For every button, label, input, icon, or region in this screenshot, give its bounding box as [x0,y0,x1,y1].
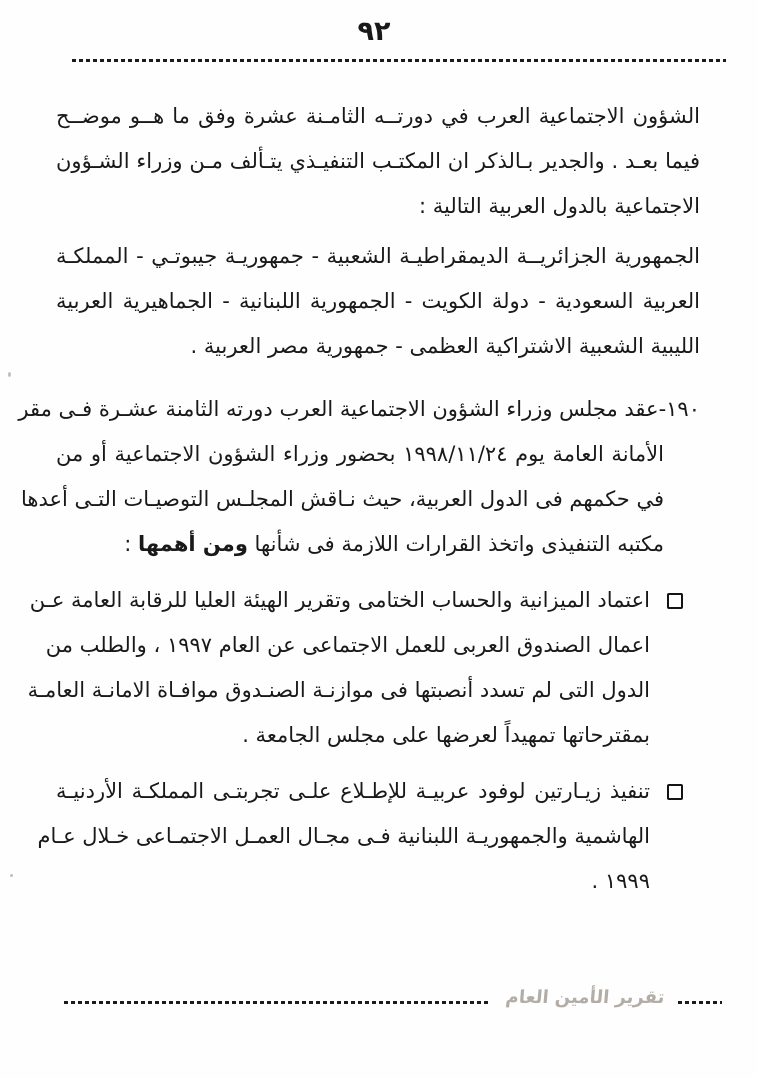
text-line: اعتماد الميزانية والحساب الختامى وتقرير الهيئة العليا للرقابة العامة عـن [29,588,650,612]
item-190-lines [18,387,700,522]
text-line: الدول التى لم تسدد أنصبتها فى موازنـة الصنـدوق موافـاة الامانـة العامـة [27,678,650,702]
text-line: الأمانة العامة يوم ١٩٩٨/١١/٢٤ بحضور وزراء الشؤون الاجتماعية أو من [56,442,664,466]
bullet-lines [37,769,650,904]
scan-speck [10,874,13,877]
bullet-square-icon [667,593,683,609]
paragraph-countries [56,234,700,369]
text-line: الليبية الشعبية الاشتراكية العظمى - جمهورية مصر العربية . [190,334,700,358]
header-rule [72,59,726,62]
text-line: الهاشمية والجمهوريـة اللبنانية فـى مجـال العمـل الاجتمـاعى خـلال عـام [37,824,650,848]
paragraph-intro [56,94,700,229]
item-190-last-bold: ومن أهمها [138,532,248,556]
text-line: تنفيذ زيـارتين لوفود عربيـة للإطـلاع علـى تجربتـى المملكـة الأردنيـة [56,779,650,803]
text-line: في حكمهم فى الدول العربية، حيث نـاقش المجلـس التوصيـات التـى أعدها [21,487,664,511]
bullet-item-visits [37,769,700,904]
footer-rule-left [64,1001,490,1004]
page-content [18,94,700,904]
text-line [56,522,664,567]
text-line: اعمال الصندوق العربى للعمل الاجتماعى عن العام ١٩٩٧ ، والطلب من [45,633,650,657]
bullet-item-budget [27,578,700,758]
item-190-last-tail: : [124,532,139,556]
text-line: ١٩٩٩ . [591,869,650,893]
text-line: ١٩٠-عقد مجلس وزراء الشؤون الاجتماعية العرب دورته الثامنة عشـرة فـى مقر [18,397,700,421]
item-190-last-normal: مكتبه التنفيذى واتخذ القرارات اللازمة فى شأنها [247,532,664,556]
text-line: الشؤون الاجتماعية العرب في دورتــه الثامـنة عشرة وفق ما هــو موضــح [56,104,700,128]
text-line: الجمهورية الجزائريــة الديمقراطيـة الشعبية - جمهوريـة جيبوتـي - المملكـة [56,244,700,268]
paragraph-item-190 [18,387,700,567]
text-line: بمقترحاتها تمهيداً لعرضها على مجلس الجامعة . [242,723,650,747]
bullet-lines [27,578,650,758]
text-line: فيما بعـد . والجدير بـالذكر ان المكتـب التنفيـذي يتـألف مـن وزراء الشـؤون [56,149,700,173]
text-line: الاجتماعية بالدول العربية التالية : [419,194,700,218]
bullet-square-icon [667,784,683,800]
page-number: ٩٢ [357,16,391,47]
footer-script-text: تقرير الأمين العام [504,987,666,1008]
text-line: العربية السعودية - دولة الكويت - الجمهورية اللبنانية - الجماهيرية العربية [56,289,700,313]
scan-speck [8,372,11,377]
footer-rule-right [678,1001,722,1004]
